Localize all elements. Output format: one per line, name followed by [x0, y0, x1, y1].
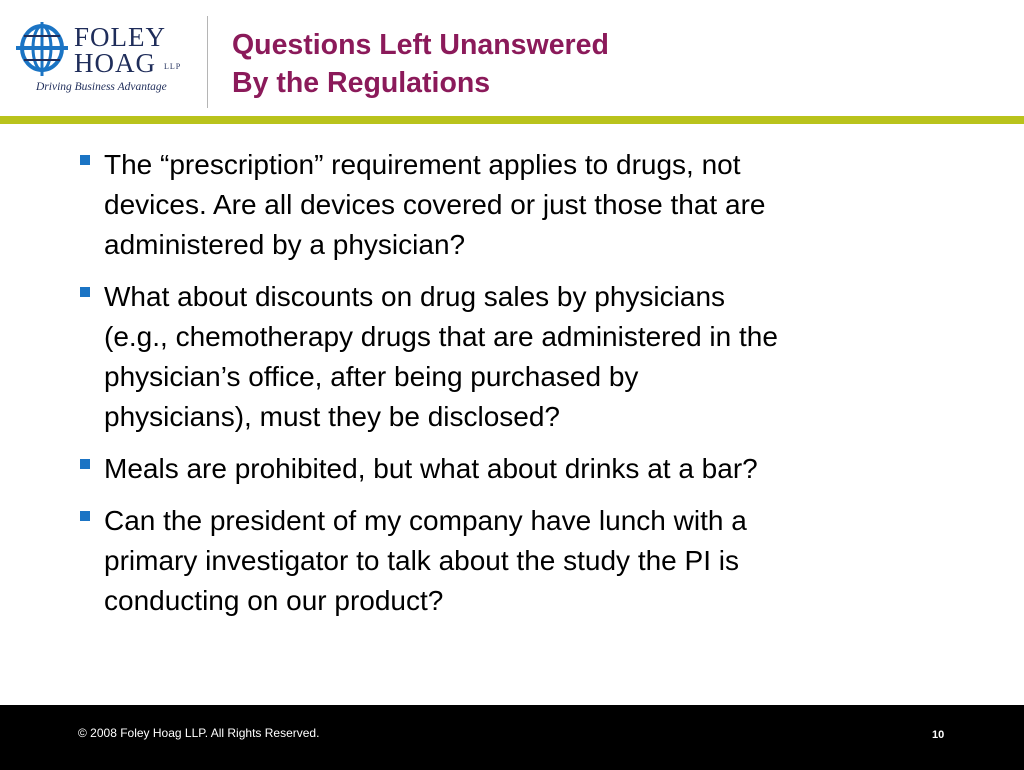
bullet-item — [78, 449, 978, 489]
logo-word-hoag: HOAG — [74, 48, 156, 78]
bullet-line: physician’s office, after being purchased by — [104, 361, 639, 392]
bullet-square-icon — [80, 155, 90, 165]
bullet-line: (e.g., chemotherapy drugs that are administered in the — [104, 321, 778, 352]
footer-bar — [0, 705, 1024, 770]
copyright-text: © 2008 Foley Hoag LLP. All Rights Reserved. — [78, 726, 320, 740]
bullet-line: What about discounts on drug sales by physicians — [104, 281, 726, 312]
globe-logo-icon — [14, 20, 70, 80]
accent-bar — [0, 116, 1024, 124]
page-number: 10 — [932, 729, 945, 741]
bullet-item — [78, 277, 978, 437]
bullet-line: administered by a physician? — [104, 229, 466, 260]
bullet-square-icon — [80, 459, 90, 469]
bullet-text — [104, 277, 978, 437]
bullet-square-icon — [80, 287, 90, 297]
bullet-line: physicians), must they be disclosed? — [104, 401, 560, 432]
slide-title — [232, 26, 609, 102]
bullet-line: conducting on our product? — [104, 585, 444, 616]
logo-tagline: Driving Business Advantage — [36, 81, 167, 93]
title-line-2: By the Regulations — [232, 67, 491, 99]
bullet-line: Can the president of my company have lunch with a — [104, 505, 747, 536]
title-line-1: Questions Left Unanswered — [232, 29, 609, 61]
header-divider — [207, 16, 208, 108]
bullet-line: The “prescription” requirement applies to drugs, not — [104, 149, 741, 180]
bullet-line: Meals are prohibited, but what about drinks at a bar? — [104, 453, 758, 484]
bullet-square-icon — [80, 511, 90, 521]
bullet-list — [78, 145, 978, 633]
bullet-text — [104, 449, 978, 489]
logo-llp: LLP — [164, 62, 182, 71]
bullet-line: primary investigator to talk about the study the PI is — [104, 545, 739, 576]
company-logo — [14, 18, 184, 98]
bullet-line: devices. Are all devices covered or just those that are — [104, 189, 766, 220]
logo-word-foley: FOLEY — [74, 22, 166, 52]
bullet-item — [78, 145, 978, 265]
bullet-text — [104, 501, 978, 621]
bullet-text — [104, 145, 978, 265]
bullet-item — [78, 501, 978, 621]
